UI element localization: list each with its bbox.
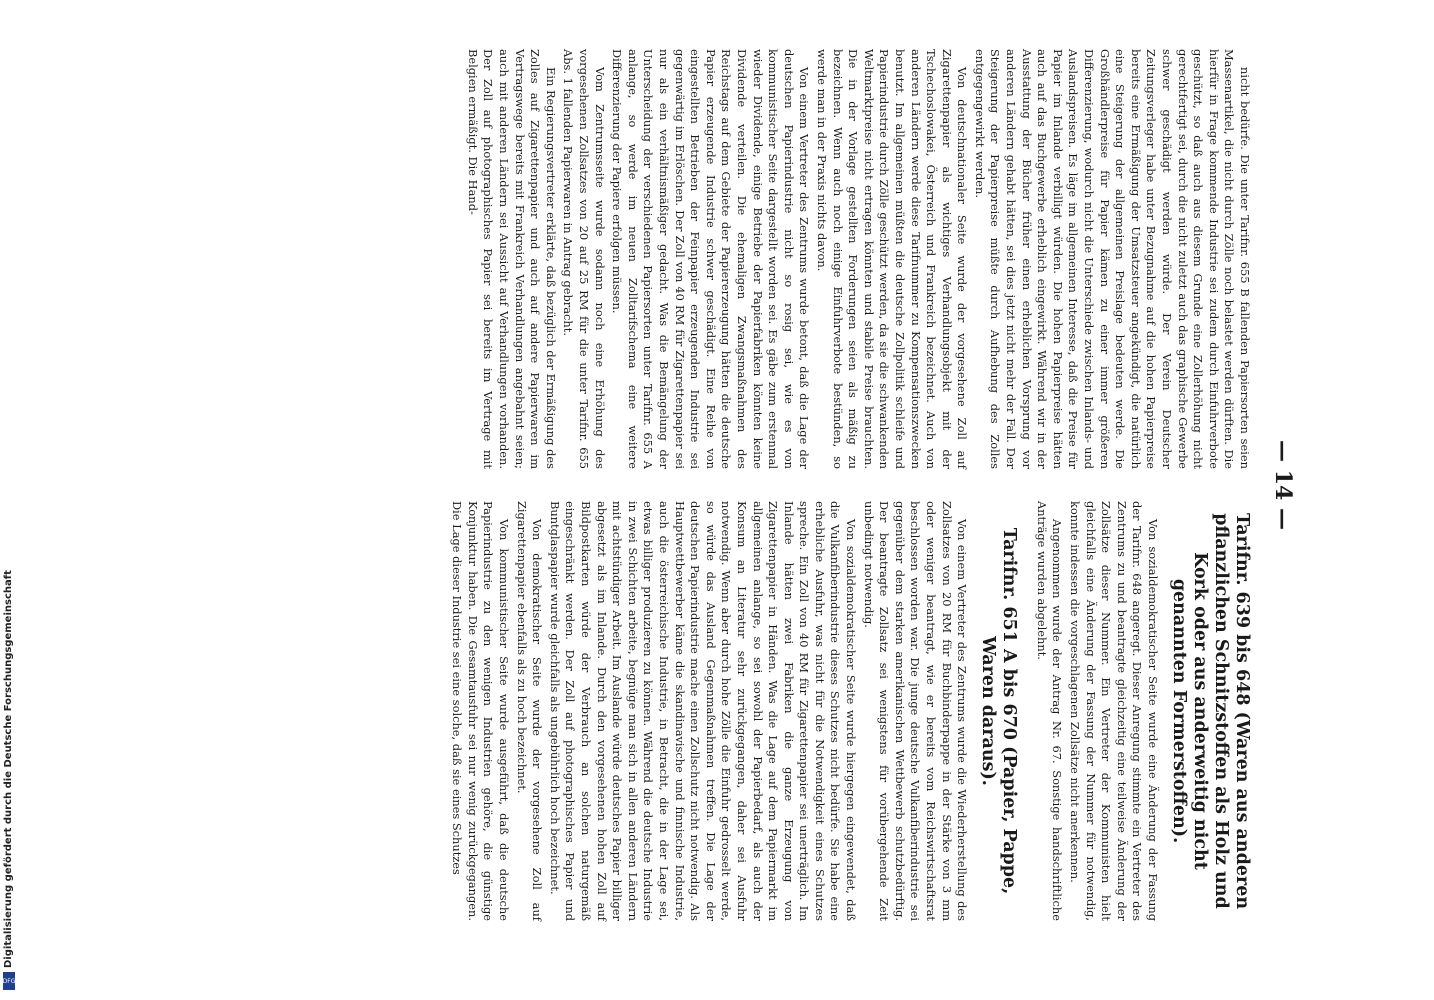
section-heading: Tarifnr. 639 bis 648 (Waren aus anderen pflanzlichen Schnitzstoffen als Holz und Kork oder aus anderweitig nicht genannten Formerstoffen). (1169, 512, 1252, 910)
paragraph: Von sozialdemokratischer Seite wurde hiergegen eingewendet, daß die Vulkanfiberindustrie dieses Schutzes nicht bedürfe. Sie habe eine erhebliche Ausfuhr, was nicht für die Notwendigkeit eines Schutzes spreche. Ein Zoll von 40 RM für Zigarettenpapier sei unerträglich. Im Inlande hätten zwei Fabriken die ganze Erzeugung von Zigarettenpapier in Händen. Was die Lage auf dem Papiermarkt im allgemeinen anlange, so sei sowohl der Papierbedarf, als auch der Konsum an Literatur sehr zurückgegangen, daher sei Ausfuhr notwendig. Wenn aber durch hohe Zölle die Einfuhr gedrosselt werde, so würde das Ausland Gegenmaßnahmen treffen. Die Lage der deutschen Papierindustrie mache einen Zollschutz nicht notwendig. Als Hauptwettbewerber käme die skandinavische und finnische Industrie, auch die österreichische Industrie, in Betracht, die in der Lage sei, etwas billiger produzieren zu können. Während die deutsche Industrie in zwei Schichten arbeite, begnüge man sich in allen anderen Ländern mit achtstündiger Arbeit. Im Auslande würde deutsches Papier billiger abgesetzt als im Inlande. Durch den vorgesehenen hohen Zoll auf Bildpostkarten würde der Verbrauch an solchen naturgemäß eingeschränkt werden. Der Zoll auf photographisches Papier und Buntglaspapier wurde gleichfalls als ungebührlich hoch bezeichnet. (547, 501, 859, 921)
left-column (462, 49, 1252, 469)
paragraph: Ein Regierungsvertreter erklärte, daß bezüglich der Ermäßigung des Zolles auf Zigarettenpapier und auch auf andere Papierwaren im Vertragswege bereits mit Frankreich Verhandlungen angebahnt seien; auch mit anderen Ländern sei Aussicht auf Verhandlungen vorhanden. Der Zoll auf photographisches Papier sei bereits im Vertrage mit Belgien ermäßigt. Die Hand- (465, 49, 558, 469)
right-column (447, 501, 1252, 921)
paragraph: Vom Zentrumsseite wurde sodann noch eine Erhöhung des vorgesehenen Zollsatzes von 20 auf 25 RM für die unter Tarifnr. 655 Abs. 1 fallenden Papierwaren in Antrag gebracht. (561, 49, 607, 469)
logo-text: DFG (2, 977, 16, 985)
paragraph: Von sozialdemokratischer Seite wurde eine Änderung der Fassung der Tarifnr. 648 angeregt. Dieser Anregung stimmte ein Vertreter des Zentrums zu und beantragte gleichzeitig eine teilweise Änderung der Zollsätze dieser Nummer. Ein Vertreter der Kommunisten hielt gleichfalls eine Änderung der Fassung der Nummer für notwendig, konnte indessen die vorgeschlagenen Zollsätze nicht anerkennen. (1068, 501, 1160, 921)
paragraph: Von demokratischer Seite wurde der vorgesehene Zoll auf Zigarettenpapier ebenfalls als zu hoch bezeichnet. (514, 501, 545, 921)
credit-text: Digitalisierung gefördert durch die Deutsche Forschungsgemeinschaft (3, 570, 14, 968)
scanned-page (132, 45, 1302, 925)
section-heading: Tarifnr. 651 A bis 670 (Papier, Pappe, Waren daraus). (978, 527, 1020, 895)
paragraph: Von einem Vertreter des Zentrums wurde die Wiederherstellung des Zollsatzes von 20 RM für Buchbinderpappe in der Stärke von 3 mm oder weniger beantragt, wie er bereits vom Reichswirtschaftsrat beschlossen worden war. Die junge deutsche Vulkanfiberindustrie sei gegenüber dem starken amerikanischen Wettbewerb schutzbedürftig. Der beantragte Zollsatz sei wenigstens für vorübergehende Zeit unbedingt notwendig. (861, 501, 970, 921)
digitization-credit (2, 570, 16, 992)
dfg-logo-icon (3, 972, 15, 990)
paragraph: Von kommunistischer Seite wurde ausgeführt, daß die deutsche Papierindustrie zu den wenigen Industrien gehöre, die günstige Konjunktur haben. Die Gesamtausfuhr sei nur wenig zurückgegangen. Die Lage dieser Industrie sei eine solche, daß sie eines Schutzes (450, 501, 512, 921)
page-number: — 14 — (1270, 440, 1296, 530)
paragraph: Von deutschnationaler Seite wurde der vorgesehene Zoll auf Zigarettenpapier als wichtiges Verhandlungsobjekt mit der Tschechoslowakei, Österreich und Frankreich bezeichnet. Auch von anderen Ländern werde diese Tarifnummer zu Kompensationszwecken benutzt. Im allgemeinen müßten die deutsche Zollpolitik schleife und Papierindustrie durch Zölle geschützt werden, da sie die schwankenden Weltmarktpreise nicht ertragen könnten und stabile Preise brauchten. Die in der Vorlage gestellten Forderungen seien als mäßig zu bezeichnen. Wenn auch noch einige Einfuhrverbote bestünden, so werde man in der Praxis nichts davon. (814, 49, 970, 469)
paragraph: nicht bedürfe. Die unter Tarifnr. 655 B fallenden Papiersorten seien Massenartikel, die nicht durch Zölle noch belastet werden dürften. Die hierfür in Frage kommende Industrie sei zudem durch Einfuhrverbote geschützt, so daß auch aus diesem Grunde eine Zollerhöhung nicht gerechtfertigt sei, durch die nicht zuletzt auch das graphische Gewerbe schwer geschädigt werden würde. Der Verein Deutscher Zeitungsverleger habe unter Bezugnahme auf die hohen Papierpreise bereits eine Ermäßigung der Umsatzsteuer angekündigt, die natürlich eine Steigerung der allgemeinen Preislage bedeuten werde. Die Großhändlerpreise für Papier kämen zu einer immer größeren Differenzierung, wodurch nicht die Unterschiede zwischen Inlands- und Auslandspreisen. Es läge im allgemeinen Interesse, daß die Preise für Papier im Inlande verbilligt würden. Die hohen Papierpreise hätten auch auf das Buchgewerbe erheblich eingewirkt. Während wir in der Ausstattung der Bücher früher einen erheblichen Vorsprung vor anderen Ländern gehabt hätten, sei dies jetzt nicht mehr der Fall. Der Steigerung der Papierpreise müßte durch Aufhebung des Zolles entgegengewirkt werden. (972, 49, 1252, 469)
paragraph: Von einem Vertreter des Zentrums wurde betont, daß die Lage der deutschen Papierindustrie nicht so rosig sei, wie es von kommunistischer Seite dargestellt worden sei. Es gäbe zum erstenmal wieder Dividende, einige Betriebe der Papierfabriken könnten keine Dividende verteilen. Die ehemaligen Zwangsmaßnahmen des Reichstags auf dem Gebiete der Papiererzeugung hätten die deutsche Papier erzeugende Industrie schwer geschädigt. Eine Reihe von eingestellten Betrieben der Feinpapier erzeugenden Industrie sei gegenwärtig im Erlöschen. Der Zoll von 40 RM für Zigarettenpapier sei nur als ein verhältnismäßiger gedacht. Was die Bemängelung der Unterscheidung der verschiedenen Papiersorten unter Tarifnr. 655 A anlange, so werde im neuen Zolltarifschema eine weitere Differenzierung der Papiere erfolgen müssen. (610, 49, 812, 469)
paragraph: Angenommen wurde der Antrag Nr. 67. Sonstige handschriftliche Anträge wurden abgelehnt. (1034, 501, 1065, 921)
